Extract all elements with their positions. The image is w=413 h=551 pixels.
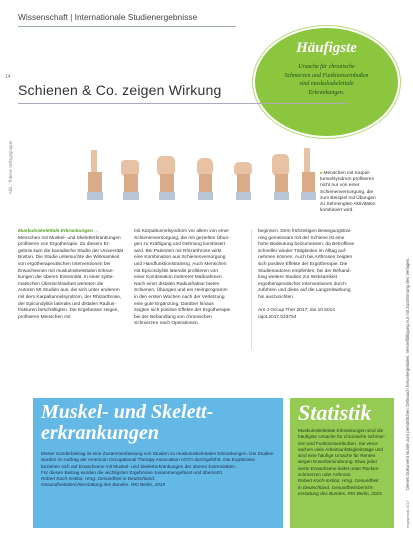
header-section: Wissenschaft [18, 12, 68, 22]
header-rule [18, 26, 236, 27]
hand-icon [150, 142, 182, 202]
photo-credit [8, 120, 14, 200]
info-box-source: Robert Koch-Institut, Hrsg. Gesundheit in Deutschland. Gesundheitsberichterstattung des Bundes. RKI Berlin, 2015 [41, 476, 166, 488]
page-number: 14 [5, 74, 11, 80]
info-box-muskel [33, 398, 283, 528]
article-column-3 [258, 229, 370, 321]
copyright-notice [405, 110, 412, 490]
article-text-3: beginnen. Dem frühzeitigen Bewegungstrai- ning gemeinsam mit der Schiene ist eine hohe Bedeutung beizumessen, da Betroffene schneller wieder Tätigkeiten im Alltag auf- nehmen können. Auch bei Arthrosen zeigten sich positive Effekte der Ergotherapie. Die Studienautoren empfehlen, bei der Behand- lung weitere Studien zur Wirksamkeit ergotherapeutischer Interventionen durch- zuführen und diese auf die Langzeitwirkung hin auszurichten. Am J Occup Ther 2017; doi 10.5014 /ajot.2017.023754 [258, 229, 355, 320]
badge-text: Ursache für chronische Schmerzen und Funktionseinbußen sind muskuloskelettale Erkrankungen. [284, 64, 369, 96]
article-title: Schienen & Co. zeigen Wirkung [18, 82, 222, 98]
hand-image-3 [150, 142, 182, 202]
info-box-statistik [290, 398, 394, 528]
statistik-text: Muskuloskelettale Erkrankungen sind die häufigste Ursache für chronische Schmer- zen und Funktionseinbußen. Sie verur- sachen viele Arbeitsunfähigkeitstage und sind eine häufige Ursache für Renten wegen Erwerbsminderung. Etwa jeder vierte Erwachsene leidet unter Rücken- schmerzen oder Arthrose. [298, 428, 386, 478]
article-text-2: mit Karpaltunnelsyndrom vor allem von einer Schienenversorgung, die mit gezielten Übun- gen zu Kräftigung und Dehnung kombiniert wird. Bei Patienten mit Rhizarthrose wirkt eine Kombination aus Schienenversorgung und Handfunktionstraining. Auch Menschen mit Epicondylitis lateralis profitieren von einer Kombination mehrerer Maßnahmen. Nach einer distalen Radiusfraktur bieten Schienen, Übungen und ein Heimprogramm in den ersten Wochen nach der Verletzung eine gute Ergänzung. Darüber hinaus zeigten sich positive Effekte der Ergotherapie bei der Behandlung von chronischen Schmerzen nach Operationen. [134, 229, 231, 327]
article-column-1 [18, 229, 129, 321]
photo-credit-text: Abb.: Thieme Verlagsgruppe [8, 141, 13, 194]
article-column-2 [134, 229, 245, 328]
image-caption: ■ Menschen mit Karpal- tunnelsyndrom profitieren nicht nur von einer Schienenversorgung, die zum Beispiel mit Übungen zu Sehnengleit-Aktivitäten kombiniert wird. [320, 170, 382, 214]
hand-image-4 [188, 142, 220, 202]
badge-title: Häufigste [296, 40, 357, 56]
issue-text: ergopraxis 5/17 [405, 500, 410, 528]
hand-image-2 [113, 142, 145, 202]
statistik-source: Robert Koch-Institut, Hrsg. Gesundheit in Deutschland. Gesundheitsbericht- erstattung des Bundes. RKI Berlin, 2015 [298, 478, 382, 496]
info-box-text: Dieser Sonderbeitrag ist eine Zusammenfassung von Studien zu muskuloskelettalen Erkrankungen. Die Studien wurden im Auftrag der American Occupational Therapy Association AOTA durchgeführt. Die Ergebnisse beziehen sich auf Erwachsene mit Muskel- und Skeletterkrankungen der oberen Extremitäten. Für diesen Beitrag wurden die wichtigsten Ergebnisse zusammengefasst und übersetzt. [41, 451, 274, 475]
article-lead: Muskuloskelettale Erkrankungen → [18, 229, 100, 234]
hand-icon [188, 142, 220, 202]
copyright-text: Dieses Dokument wurde zum persönlichen Gebrauch heruntergeladen. Vervielfältigung nur mit Zustimmung des Verlages. [405, 257, 410, 490]
hand-image-5 [226, 142, 258, 202]
page-header [18, 12, 197, 22]
title-rule [18, 103, 348, 104]
highlight-badge [255, 28, 398, 136]
issue-label [405, 498, 412, 528]
article-text-1: Menschen mit Muskel- und Skeletterkrankungen profitieren von Ergotherapie. Zu diesem Er- gebnis kam die kanadische Studie der Universität Boston. Die Studie untersuchte die Wirksamkeit von ergotherapeutischen Interventionen bei Erwachsenen mit muskuloskelettalen Erkran- kungen der oberen Extremität. In einer syste- matischen Übersichtsarbeit werteten die Autoren 59 Studien aus, die sich unter anderem mit dem Karpaltunnelsyndrom, der Rhizarthrose, der Epicondylitis lateralis und distalen Radius- frakturen beschäftigten. Die Ergebnisse zeigen, profitieren Menschen mit [18, 235, 124, 320]
hand-image-1 [78, 142, 110, 202]
hand-icon [113, 142, 145, 202]
statistik-body [298, 428, 390, 497]
info-box-body [41, 451, 277, 489]
info-box-title: Muskel- und Skelett- erkrankungen [41, 401, 214, 444]
header-topic: Internationale Studienergebnisse [74, 12, 198, 22]
statistik-title: Statistik [298, 400, 372, 425]
hand-icon [78, 142, 110, 202]
hand-icon [226, 142, 258, 202]
header-separator: | [70, 12, 73, 22]
column-divider [251, 229, 252, 349]
